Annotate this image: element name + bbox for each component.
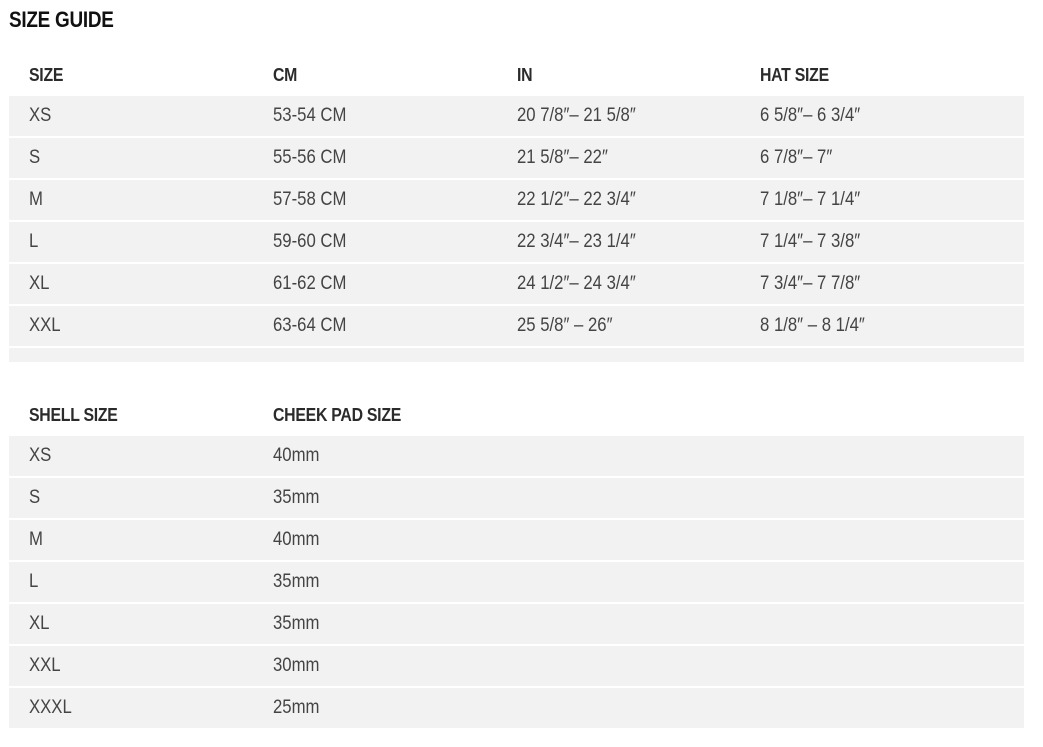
cheek-pad-size-cell: 40mm xyxy=(273,529,320,550)
shell-size-cell: XXL xyxy=(29,655,61,676)
shell-size-cell: M xyxy=(29,529,43,550)
cheek-pad-size-cell: 30mm xyxy=(273,655,320,676)
size-cell: XL xyxy=(29,273,50,294)
table-row xyxy=(9,436,1024,476)
cm-cell: 53-54 CM xyxy=(273,105,347,126)
shell-size-cell: XL xyxy=(29,613,50,634)
header-size: SIZE xyxy=(29,64,64,85)
hat-size-cell: 7 3/4″– 7 7/8″ xyxy=(760,273,861,294)
empty-table-row xyxy=(9,348,1024,362)
in-cell: 21 5/8″– 22″ xyxy=(517,147,608,168)
cm-cell: 59-60 CM xyxy=(273,231,347,252)
size-table-header xyxy=(9,54,1024,96)
size-cell: XXL xyxy=(29,315,61,336)
cheek-pad-table-header xyxy=(9,394,1024,436)
size-cell: XS xyxy=(29,105,52,126)
size-cell: L xyxy=(29,231,39,252)
shell-size-cell: XS xyxy=(29,445,52,466)
table-row xyxy=(9,138,1024,178)
in-cell: 24 1/2″– 24 3/4″ xyxy=(517,273,636,294)
cheek-pad-table xyxy=(9,394,1024,730)
size-cell: S xyxy=(29,147,41,168)
hat-size-cell: 7 1/8″– 7 1/4″ xyxy=(760,189,861,210)
header-hat-size: HAT SIZE xyxy=(760,64,829,85)
table-row xyxy=(9,180,1024,220)
shell-size-cell: L xyxy=(29,571,39,592)
in-cell: 20 7/8″– 21 5/8″ xyxy=(517,105,636,126)
table-row xyxy=(9,646,1024,686)
shell-size-cell: XXXL xyxy=(29,697,72,718)
header-cheek-pad-size: CHEEK PAD SIZE xyxy=(273,404,402,425)
in-cell: 22 1/2″– 22 3/4″ xyxy=(517,189,636,210)
in-cell: 22 3/4″– 23 1/4″ xyxy=(517,231,636,252)
hat-size-cell: 8 1/8″ – 8 1/4″ xyxy=(760,315,865,336)
table-row xyxy=(9,520,1024,560)
cm-cell: 63-64 CM xyxy=(273,315,347,336)
cheek-pad-size-cell: 25mm xyxy=(273,697,320,718)
header-shell-size: SHELL SIZE xyxy=(29,404,118,425)
hat-size-cell: 7 1/4″– 7 3/8″ xyxy=(760,231,861,252)
header-in: IN xyxy=(517,64,533,85)
cm-cell: 61-62 CM xyxy=(273,273,347,294)
table-row xyxy=(9,264,1024,304)
table-row xyxy=(9,562,1024,602)
cheek-pad-size-cell: 35mm xyxy=(273,487,320,508)
cheek-pad-size-cell: 35mm xyxy=(273,571,320,592)
size-cell: M xyxy=(29,189,43,210)
table-row xyxy=(9,688,1024,728)
cm-cell: 57-58 CM xyxy=(273,189,347,210)
page-title: SIZE GUIDE xyxy=(9,7,114,32)
table-row xyxy=(9,478,1024,518)
hat-size-cell: 6 5/8″– 6 3/4″ xyxy=(760,105,861,126)
table-row xyxy=(9,306,1024,346)
cheek-pad-size-cell: 35mm xyxy=(273,613,320,634)
table-row xyxy=(9,222,1024,262)
hat-size-cell: 6 7/8″– 7″ xyxy=(760,147,833,168)
table-row xyxy=(9,604,1024,644)
shell-size-cell: S xyxy=(29,487,41,508)
size-table xyxy=(9,54,1024,362)
cheek-pad-size-cell: 40mm xyxy=(273,445,320,466)
in-cell: 25 5/8″ – 26″ xyxy=(517,315,613,336)
cm-cell: 55-56 CM xyxy=(273,147,347,168)
header-cm: CM xyxy=(273,64,298,85)
table-row xyxy=(9,96,1024,136)
